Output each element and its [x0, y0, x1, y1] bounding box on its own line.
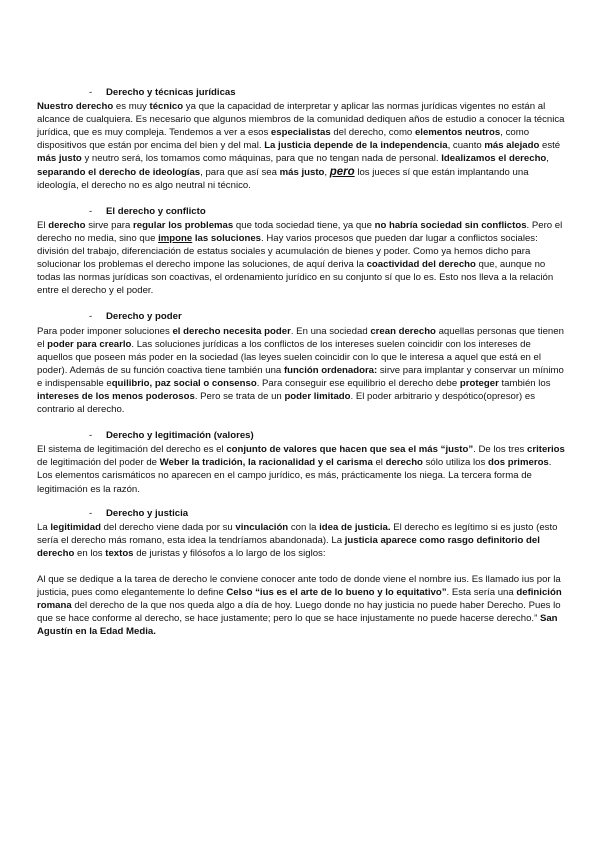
text-run: sirve para	[85, 219, 133, 231]
emphasis-run: especialistas	[270, 127, 331, 139]
emphasis-run: más alejado	[484, 140, 540, 152]
text-run: , cuanto	[447, 140, 485, 152]
emphasis-run: conjunto de valores que hacen que sea el más “justo”	[226, 444, 474, 456]
text-run: ,	[324, 166, 330, 178]
text-run: La	[37, 521, 51, 533]
text-run: aquellas personas que tienen el	[37, 325, 564, 350]
emphasis-run: separando el derecho de ideologías	[37, 166, 201, 178]
emphasis-run: dos primeros	[487, 457, 549, 469]
text-run: . Esta sería una	[446, 587, 517, 599]
section-heading: - Derecho y técnicas jurídicas	[89, 87, 236, 98]
quote-paragraph	[37, 573, 569, 638]
bullet-dash: -	[89, 87, 93, 98]
emphasis-run: más justo	[37, 153, 82, 165]
text-run: . Pero se trata de un	[194, 390, 285, 402]
emphasis-run: no habría sociedad sin conflictos	[374, 219, 527, 231]
text-run: del derecho de la que nos queda algo a día de hoy. Luego donde no hay justicia no puede haber Derecho. Pues lo que se hace conforme al derecho, se hace justamente; pero lo que se hace injustamente no puede hacerse derecho.”	[37, 600, 561, 625]
text-run: es muy	[113, 101, 150, 113]
emphasis-run: justicia aparece como rasgo definitorio del derecho	[37, 534, 540, 559]
text-run: los jueces sí que están implantando una ideología, el derecho no es algo neutral ni técnico.	[37, 166, 529, 191]
bullet-dash: -	[89, 430, 93, 442]
text-run: esté	[539, 140, 561, 152]
text-run: también los	[498, 377, 551, 389]
bullet-dash: -	[89, 507, 93, 519]
text-run: . El poder arbitrario y despótico(opresor) es contrario al derecho.	[37, 390, 536, 416]
text-run: , como dispositivos que están por encima del bien y del mal.	[37, 127, 530, 152]
emphasis-run: el derecho necesita poder	[172, 325, 291, 337]
text-run: . Los elementos carismáticos no aparecen en el campo jurídico, es más, prácticamente los niega. La tercera forma de legitimación es la razón.	[37, 457, 552, 495]
text-run: del derecho viene dada por su	[100, 521, 236, 533]
emphasis-run: función ordenadora:	[283, 364, 378, 376]
emphasis-run: criterios	[527, 444, 565, 456]
text-run: sólo utiliza los	[422, 457, 488, 469]
text-run: sirve para implantar y conservar un mínimo e indispensable e	[37, 364, 564, 389]
text-run: . En una sociedad	[290, 325, 371, 337]
emphasis-run: poder para crearlo	[47, 338, 132, 350]
text-run: con la	[288, 521, 320, 533]
bullet-dash: -	[89, 205, 93, 217]
emphasis-run: regular los problemas	[133, 219, 234, 231]
text-run: de juristas y filósofos a lo largo de los siglos:	[133, 547, 326, 559]
section-body	[37, 100, 569, 192]
text-run: . Las soluciones jurídicas a los conflictos de los intereses suelen coincidir con los intereses de aquellos que poseen más poder en la sociedad (las leyes suelen coincidir con lo que le interesa a aquel que está en el poder). Además de su función coactiva tiene también una	[37, 338, 542, 376]
emphasis-run: quilibrio, paz social o consenso	[111, 377, 257, 389]
section-heading: - Derecho y poder	[89, 311, 182, 323]
emphasis-run: las soluciones	[192, 232, 261, 244]
emphasis-run: idea de justicia.	[319, 521, 391, 533]
text-run: el	[372, 457, 386, 469]
text-run: Al que se dedique a la tarea de derecho le conviene conocer ante todo de donde viene el nombre ius. Es llamado ius por la justicia, pues como elegantemente lo define	[37, 574, 561, 599]
section-body	[37, 521, 569, 560]
emphasis-run: vinculación	[235, 521, 289, 533]
emphasis-run: definición romana	[37, 587, 562, 612]
emphasis-run: intereses de los menos poderosos	[37, 390, 195, 402]
text-run: . Para conseguir ese equilibrio el derecho debe	[256, 377, 460, 389]
text-run: . Pero el derecho no media, sino que	[37, 219, 563, 244]
text-run: ,	[546, 153, 549, 165]
emphasis-run: La justicia depende de la independencia	[264, 140, 448, 152]
text-run: Para poder imponer soluciones	[37, 325, 173, 337]
emphasis-run: coactividad del derecho	[366, 259, 476, 271]
section-justicia	[37, 507, 569, 639]
text-run: que, aunque no todas las normas jurídicas son coactivas, el ordenamiento jurídico en su conjunto sí que lo es. Esto nos lleva a la relación entre el derecho y el poder.	[37, 259, 554, 297]
text-run: El derecho es legítimo si es justo (esto sería el derecho más romano, esta idea la tendríamos abandonada). La	[37, 521, 558, 546]
document-content	[37, 86, 569, 638]
emphasis-run: legitimidad	[50, 521, 101, 533]
emphasis-run: elementos neutros	[414, 127, 501, 139]
emphasis-run: San Agustín en la Edad Media.	[37, 613, 558, 638]
emphasis-run: derecho	[385, 457, 423, 469]
bullet-dash: -	[89, 311, 93, 323]
emphasis-run: crean derecho	[370, 325, 436, 337]
emphasis-run: Idealizamos el derecho	[441, 153, 547, 165]
text-run: El	[37, 219, 49, 231]
section-legitimacion	[37, 429, 569, 495]
text-run: y neutro será, los tomamos como máquinas, para que no tengan nada de personal.	[81, 153, 442, 165]
emphasis-run: más justo	[279, 166, 325, 178]
emphasis-run: Celso “ius es el arte de lo bueno y lo equitativo”	[226, 587, 447, 599]
text-run: de legitimación del poder de	[37, 457, 160, 469]
section-heading: - Derecho y legitimación (valores)	[89, 430, 254, 442]
text-run: . De los tres	[473, 444, 528, 456]
section-body	[37, 325, 569, 417]
emphasis-run: Nuestro derecho	[37, 101, 114, 113]
section-heading: - Derecho y justicia	[89, 507, 189, 519]
text-run: que toda sociedad tiene, ya que	[233, 219, 375, 231]
emphasis-run: poder limitado	[284, 390, 351, 402]
text-run: del derecho, como	[330, 127, 415, 139]
emphasis-run: técnico	[149, 101, 184, 113]
section-heading: - El derecho y conflicto	[89, 205, 206, 217]
section-body	[37, 219, 569, 298]
emphasis-run: textos	[105, 547, 134, 559]
text-run: . Hay varios procesos que pueden dar lugar a conflictos sociales: división del trabajo, diferenciación de estatus sociales y acumulación de bienes y poder. Como ya hemos dicho para solucionar los problemas el derecho impone las soluciones, de aquí deriva la	[37, 232, 538, 271]
text-run: ya que la capacidad de interpretar y aplicar las normas jurídicas vigentes no están al alcance de cualquiera. Es necesario que algunos miembros de la comunidad dediquen años de estudio a conocer la técnica jurídica, que es muy compleja. Tendemos a ver a esos	[37, 101, 565, 139]
section-poder	[37, 310, 569, 416]
section-tecnicas	[37, 86, 569, 192]
emphasis-run: proteger	[459, 377, 499, 389]
emphasis-run: Weber la tradición, la racionalidad y el carisma	[159, 457, 373, 469]
section-conflicto	[37, 205, 569, 298]
emphasis-run: derecho	[48, 219, 86, 231]
section-body	[37, 443, 569, 495]
emphasis-run: pero	[329, 165, 355, 178]
text-run: en los	[74, 547, 106, 559]
emphasis-run: impone	[158, 232, 193, 244]
text-run: , para que así sea	[200, 166, 280, 178]
text-run: El sistema de legitimación del derecho es el	[37, 444, 227, 456]
